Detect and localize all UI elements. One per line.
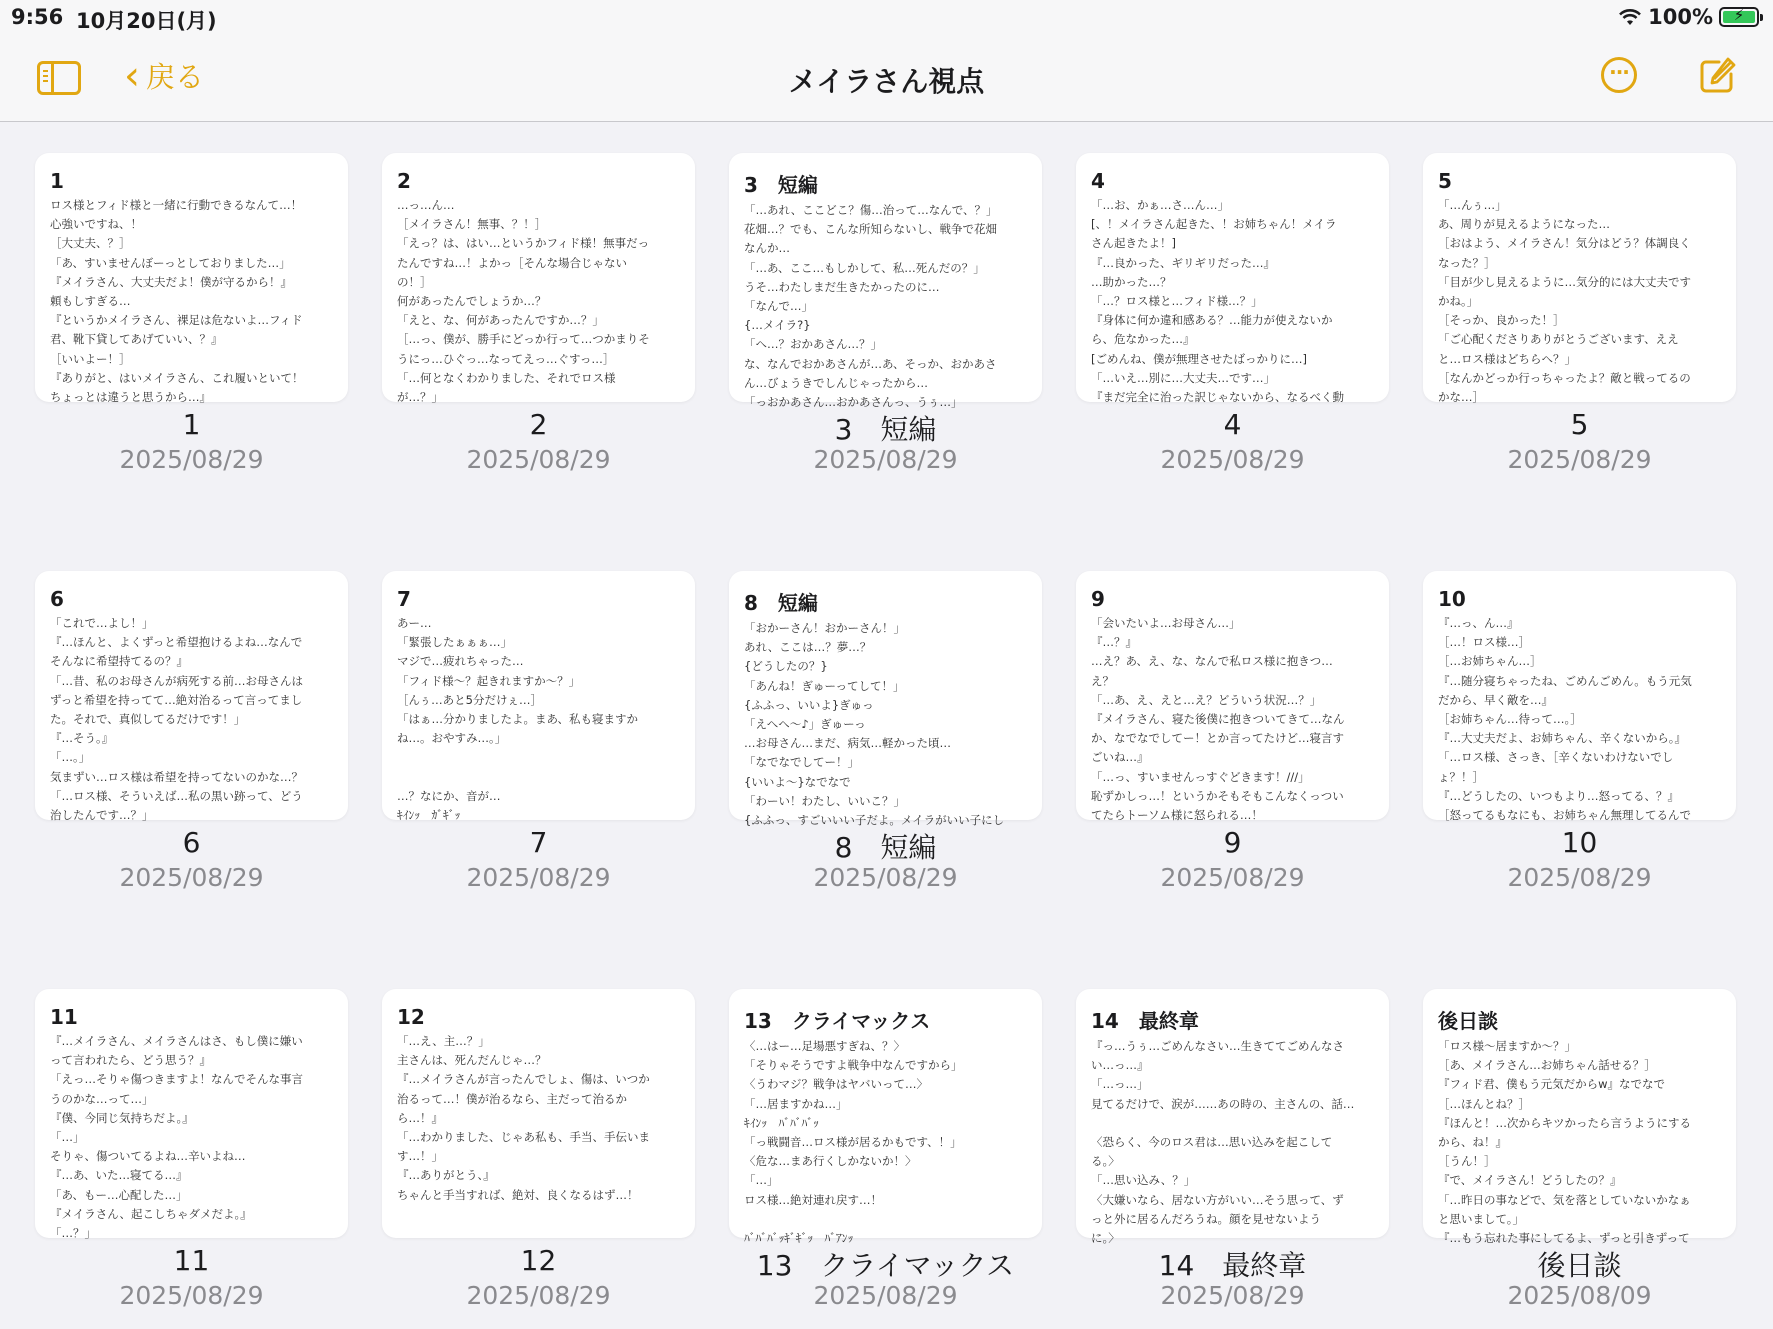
compose-icon[interactable] xyxy=(1697,56,1737,96)
note-date: 2025/08/29 xyxy=(813,863,958,892)
note-preview-line: 「…？ロス様と…フィド様…？」 xyxy=(1091,294,1263,309)
note-preview-body xyxy=(1438,1037,1722,1248)
note-preview-line: 「…んぅ…」 xyxy=(1438,198,1507,212)
note-preview-line: そんなに希望持てるの？』 xyxy=(50,654,188,669)
navigation-bar xyxy=(0,36,1773,122)
note-preview-line: 「えっ…そりゃ傷つきますよ！なんでそんな事言 xyxy=(50,1072,303,1087)
note-preview-line: 『…メイラさんが言ったんでしょ、傷は、いつか xyxy=(397,1072,650,1087)
note-preview-line: 『メイラさん、寝た後僕に抱きついてきて…なん xyxy=(1091,712,1345,727)
note-preview-line: かな…］ xyxy=(1438,390,1484,405)
note-preview-line: …っ…ん… xyxy=(397,198,455,212)
note-preview-line: 「…？」 xyxy=(50,1226,96,1241)
note-preview-card[interactable] xyxy=(1076,571,1389,823)
note-preview-line: ［んぅ…あと5分だけぇ…］ xyxy=(397,692,542,707)
note-date: 2025/08/29 xyxy=(119,1281,264,1310)
note-preview-line: 見てるだけで、涙が……あの時の、主さんの、話… xyxy=(1091,1096,1355,1111)
note-preview-line: 「あ、もー…心配した…」 xyxy=(50,1187,188,1202)
note-preview-line: 『…ほんと、よくずっと希望抱けるよね…なんで xyxy=(50,635,303,650)
note-date: 2025/08/29 xyxy=(466,863,611,892)
status-date: 10月20日(月) xyxy=(76,9,217,33)
note-preview-title: 後日談 xyxy=(1438,1009,1498,1033)
note-preview-line: 「…お、かぁ…さ…ん…」 xyxy=(1091,198,1229,212)
note-preview-line: ［なんかどっか行っちゃったよ？敵と戦ってるの xyxy=(1438,370,1691,385)
note-preview-line: 「…わかりました、じゃあ私も、手当、手伝いま xyxy=(397,1130,650,1145)
note-preview-line: かね。」 xyxy=(1438,294,1479,309)
note-preview-line xyxy=(744,1210,1028,1229)
note-preview-line: 『フィド君、僕もう元気だからw』なでなで xyxy=(1438,1077,1665,1092)
note-preview-line: ［いいよー！］ xyxy=(50,351,131,366)
note-date: 2025/08/29 xyxy=(466,1281,611,1310)
note-preview-line: さん起きたよ！] xyxy=(1091,236,1176,251)
note-preview-line: あれ、ここは…？夢…？ xyxy=(744,640,872,655)
note-preview-line: だから、早く敵を…』 xyxy=(1438,692,1553,707)
note-preview-title: 4 xyxy=(1091,169,1105,193)
note-date: 2025/08/29 xyxy=(813,1281,958,1310)
note-preview-line: 『…そう。』 xyxy=(50,731,114,746)
note-preview-body xyxy=(1438,196,1722,407)
note-preview-line: 「…え、主…？」 xyxy=(397,1034,490,1048)
note-date: 2025/08/29 xyxy=(119,863,264,892)
note-preview-line: 「…あ、ここ…もしかして、私…死んだの？」 xyxy=(744,260,985,275)
note-date: 2025/08/29 xyxy=(466,445,611,474)
note-preview-line: 〈うわマジ？戦争はヤバいって…〉 xyxy=(744,1077,928,1092)
note-preview-line: 「あ、すいませんぼーっとしておりました…」 xyxy=(50,255,291,270)
note-preview-card[interactable] xyxy=(382,153,695,405)
note-preview-line: ［メイラさん！無事、？！］ xyxy=(397,217,547,232)
note-preview-line xyxy=(397,748,681,767)
note-preview-line: 治るって…！僕が治るなら、主だって治るか xyxy=(397,1091,627,1106)
note-preview-card[interactable] xyxy=(382,989,695,1238)
note-preview-line: 「っおかあさん…おかあさんっ、うぅ…」 xyxy=(744,395,963,410)
note-preview-line: ［そっか、良かった！］ xyxy=(1438,313,1565,328)
note-date: 2025/08/29 xyxy=(1160,863,1305,892)
back-label: 戻る xyxy=(146,60,205,94)
note-title: 14 最終章 xyxy=(1158,1249,1307,1282)
note-preview-line: 「…思い込み、？」 xyxy=(1091,1173,1196,1188)
note-preview-line: 花畑…？でも、こんな所知らないし、戦争で花畑 xyxy=(744,222,997,237)
note-preview-line: てたらトーソム様に怒られる…！ xyxy=(1091,808,1263,823)
note-preview-line: うそ…わたしまだ生きたかったのに… xyxy=(744,279,940,294)
note-preview-body xyxy=(744,201,1028,412)
note-preview-title: 6 xyxy=(50,587,64,611)
note-preview-line: {…メイラ?} xyxy=(744,318,811,333)
note-preview-line: 〈危な…まあ行くしかないか！〉 xyxy=(744,1154,917,1169)
note-preview-title: 11 xyxy=(50,1005,78,1029)
note-preview-line: 「…」 xyxy=(50,1130,85,1145)
note-preview-body xyxy=(50,614,334,825)
note-preview-title: 9 xyxy=(1091,587,1105,611)
note-title: 7 xyxy=(529,826,548,859)
note-preview-line: {ふふっ、いいよ}ぎゅっ xyxy=(744,697,874,712)
note-preview-line: 『メイラさん、起こしちゃダメだよ。』 xyxy=(50,1206,252,1221)
note-preview-line: ［おはよう、メイラさん！気分はどう？体調良く xyxy=(1438,236,1691,251)
note-preview-card[interactable] xyxy=(35,989,348,1241)
note-preview-line: ちゃんと手当すれば、絶対、良くなるはず…！ xyxy=(397,1187,639,1202)
note-title: 10 xyxy=(1561,826,1598,859)
note-preview-line: 「…あ、え、えと…え？どういう状況…？」 xyxy=(1091,692,1322,707)
note-title: 4 xyxy=(1223,408,1242,441)
ellipsis-circle-icon[interactable]: ··· xyxy=(1601,57,1637,93)
note-preview-line: ［うん！］ xyxy=(1438,1154,1496,1169)
note-preview-line: 気まずい…ロス様は希望を持ってないのかな…？ xyxy=(50,769,303,784)
battery-icon: ⚡ xyxy=(1719,7,1759,27)
note-preview-card[interactable] xyxy=(1423,989,1736,1246)
note-preview-line: 「これで…よし！」 xyxy=(50,616,154,630)
note-preview-line: 『というかメイラさん、裸足は危ないよ…フィド xyxy=(50,313,303,328)
note-preview-line: 「えっ？は、はい…というかフィド様！無事だっ xyxy=(397,236,650,251)
note-title: 5 xyxy=(1570,408,1589,441)
note-preview-line: ちょっとは違うと思うから…』 xyxy=(50,390,211,405)
note-preview-card[interactable] xyxy=(35,153,348,405)
note-preview-line: 『…もう忘れた事にしてるよ、ずっと引きずって xyxy=(1438,1231,1690,1246)
note-preview-line: 「はぁ…分かりましたよ。まあ、私も寝ますか xyxy=(397,712,639,727)
note-preview-line: 「そりゃそうですよ戦争中なんですから」 xyxy=(744,1058,963,1073)
note-preview-line: ［お姉ちゃん…待って…。］ xyxy=(1438,712,1582,727)
note-preview-line xyxy=(1091,1114,1375,1133)
note-preview-title: 14 最終章 xyxy=(1091,1009,1199,1033)
note-title: 12 xyxy=(520,1244,557,1277)
note-preview-title: 5 xyxy=(1438,169,1452,193)
battery-percent: 100% xyxy=(1648,5,1713,29)
status-time: 9:56 xyxy=(11,5,64,29)
note-preview-title: 3 短編 xyxy=(744,173,818,197)
note-preview-line: 心強いですね、！ xyxy=(50,217,142,232)
note-preview-line: 『…良かった、ギリギリだった…』 xyxy=(1091,255,1275,270)
note-preview-line: に。〉 xyxy=(1091,1231,1120,1246)
note-preview-title: 2 xyxy=(397,169,411,193)
note-preview-line: 「あんね！ぎゅーってして！」 xyxy=(744,678,905,693)
note-preview-line: マジで…疲れちゃった… xyxy=(397,654,524,669)
note-preview-line: 「…何となくわかりました、それでロス様 xyxy=(397,370,616,385)
page-title: メイラさん視点 xyxy=(788,65,985,98)
note-date: 2025/08/29 xyxy=(1160,1281,1305,1310)
note-preview-body xyxy=(1091,1037,1375,1248)
note-preview-line: 「おかーさん！おかーさん！」 xyxy=(744,621,905,635)
note-preview-body xyxy=(50,1032,334,1243)
note-preview-line: 〈…はー…足場悪すぎね、？〉 xyxy=(744,1039,905,1053)
note-preview-line: 「…っ…」 xyxy=(1091,1077,1149,1092)
note-date: 2025/08/29 xyxy=(1507,445,1652,474)
note-preview-card[interactable] xyxy=(382,571,695,823)
note-preview-line: 〈大嫌いなら、居ない方がいい…そう思って、ず xyxy=(1091,1192,1344,1207)
note-preview-line: たんですね…！よかっ［そんな場合じゃない xyxy=(397,255,627,270)
note-preview-body xyxy=(744,1037,1028,1248)
note-preview-line: 「…」 xyxy=(744,1173,779,1188)
note-preview-line: い…っ…』 xyxy=(1091,1058,1149,1073)
note-preview-line: 「…ロス様、さっき、［辛くないわけないでし xyxy=(1438,750,1674,765)
note-preview-line: す…！」 xyxy=(397,1149,443,1164)
note-preview-title: 12 xyxy=(397,1005,425,1029)
note-preview-line: 『っ…うぅ…ごめんなさい…生きててごめんなさ xyxy=(1091,1039,1344,1053)
note-preview-line: 「…昔、私のお母さんが病死する前…お母さんは xyxy=(50,673,303,688)
note-preview-line: 「…っ、すいませんっすぐどきます！///」 xyxy=(1091,769,1310,784)
note-preview-body xyxy=(744,619,1028,830)
note-preview-title: 8 短編 xyxy=(744,591,818,615)
note-preview-line: 「緊張したぁぁぁ…」 xyxy=(397,635,512,650)
note-preview-line: 『僕、今同じ気持ちだよ。』 xyxy=(50,1110,194,1125)
note-preview-line: と思いまして。」 xyxy=(1438,1211,1525,1226)
note-preview-body xyxy=(397,196,681,407)
note-preview-card[interactable] xyxy=(1076,989,1389,1246)
note-preview-card[interactable] xyxy=(729,571,1042,828)
note-preview-line: 治したんです…？」 xyxy=(50,808,154,823)
note-preview-line: 「っ戦闘音…ロス様が居るかもです、！」 xyxy=(744,1135,962,1150)
note-preview-line: 「…昨日の事などで、気を落としていないかなぁ xyxy=(1438,1192,1691,1207)
note-preview-body xyxy=(1091,614,1375,825)
note-preview-line: …え？あ、え、な、なんで私ロス様に抱きつ… xyxy=(1091,654,1333,669)
note-preview-line: ロス様…絶対連れ戻す…！ xyxy=(744,1192,882,1207)
note-preview-line: 「なでなでしてー！」 xyxy=(744,755,859,770)
note-preview-line: ら、危なかった…』 xyxy=(1091,332,1195,347)
note-preview-line xyxy=(397,768,681,787)
note-preview-card[interactable] xyxy=(1423,571,1736,823)
note-preview-line: 『…随分寝ちゃったね、ごめんごめん。もう元気 xyxy=(1438,673,1692,688)
note-preview-line: る。〉 xyxy=(1091,1154,1120,1169)
note-title: 8 短編 xyxy=(834,831,937,864)
note-preview-line: え？ xyxy=(1091,673,1114,688)
note-preview-line: 「フィド様〜？起きれますか〜？」 xyxy=(397,673,581,688)
note-date: 2025/08/29 xyxy=(813,445,958,474)
note-preview-line: 「なんで…」 xyxy=(744,299,813,314)
status-right xyxy=(1618,5,1759,29)
note-preview-line: 〈恐らく、今のロス君は…思い込みを起こして xyxy=(1091,1135,1333,1150)
note-preview-line: ［大丈夫、？］ xyxy=(50,236,131,251)
notes-gallery xyxy=(0,122,1773,1329)
note-preview-line: [、！メイラさん起きた、！お姉ちゃん！メイラ xyxy=(1091,217,1337,232)
note-preview-line: 恥ずかしっ…！というかそもそもこんなくっつい xyxy=(1091,788,1344,803)
note-preview-line: と…ロス様はどちらへ？」 xyxy=(1438,351,1576,366)
note-preview-body xyxy=(1091,196,1375,407)
note-preview-line: 『…？』 xyxy=(1091,635,1137,650)
note-preview-title: 1 xyxy=(50,169,64,193)
note-preview-line: ［…ほんとね？］ xyxy=(1438,1096,1530,1111)
note-preview-line: ﾊﾞﾊﾞﾊﾞｯｷﾞｷﾞｯ ﾊﾞｱﾝｯ xyxy=(744,1231,854,1246)
note-title: 2 xyxy=(529,408,548,441)
note-preview-line: ［…っ、僕が、勝手にどっか行って…つかまりそ xyxy=(397,332,650,347)
note-preview-line: ［怒ってるもなにも、お姉ちゃん無理してるんで xyxy=(1438,808,1691,823)
note-preview-title: 7 xyxy=(397,587,411,611)
note-preview-line: {いいよ〜}なでなで xyxy=(744,774,851,789)
note-preview-line: ずっと希望を持ってて…絶対治るって言ってまし xyxy=(50,692,303,707)
note-preview-line: って言われたら、どう思う？』 xyxy=(50,1053,211,1068)
note-preview-line: 「目が少し見えるように…気分的には大丈夫です xyxy=(1438,274,1691,289)
note-preview-line: 『で、メイラさん！どうしたの？』 xyxy=(1438,1173,1622,1188)
note-preview-line: 『メイラさん、大丈夫だよ！僕が守るから！』 xyxy=(50,274,292,289)
note-preview-line: うのかな…って…」 xyxy=(50,1091,154,1106)
note-preview-line: 「…あれ、ここどこ？傷…治って…なんで、？」 xyxy=(744,203,998,217)
note-preview-line: 「えと、な、何があったんですか…？」 xyxy=(397,313,604,328)
note-date: 2025/08/29 xyxy=(119,445,264,474)
note-preview-line: ｷｲﾝｯ ﾊﾞﾊﾞﾊﾞｯ xyxy=(744,1115,819,1130)
note-preview-card[interactable] xyxy=(1076,153,1389,405)
note-preview-body xyxy=(1438,614,1722,825)
wifi-icon xyxy=(1618,8,1642,26)
chevron-left-icon: ‹ xyxy=(124,52,140,99)
note-preview-line: 『…ありがとう、』 xyxy=(397,1168,495,1183)
note-preview-line: 『ほんと！…次からキツかったら言うようにする xyxy=(1438,1115,1691,1130)
note-title: 1 xyxy=(182,408,201,441)
note-preview-line: 「…。」 xyxy=(50,750,91,765)
note-preview-line: ロス様とフィド様と一緒に行動できるなんて…！ xyxy=(50,198,303,212)
status-bar xyxy=(0,0,1773,36)
note-date: 2025/08/29 xyxy=(1507,863,1652,892)
note-preview-line: あー… xyxy=(397,616,432,630)
note-preview-line: 『…どうしたの、いつもより…怒ってる、？』 xyxy=(1438,788,1680,803)
note-title: 6 xyxy=(182,826,201,859)
note-preview-card[interactable] xyxy=(729,989,1042,1246)
note-preview-line: 君、靴下貸してあげていい、？』 xyxy=(50,332,223,347)
note-preview-line: 「…いえ…別に…大丈夫…です…」 xyxy=(1091,370,1275,385)
note-preview-line: …助かった…？ xyxy=(1091,274,1172,289)
note-preview-line: の！］ xyxy=(397,274,432,289)
note-preview-card[interactable] xyxy=(1423,153,1736,405)
note-preview-line: 「…ロス様、そういえば…私の黒い跡って、どう xyxy=(50,788,303,803)
note-preview-line: 「会いたいよ…お母さん…」 xyxy=(1091,616,1241,630)
note-title: 13 クライマックス xyxy=(756,1249,1015,1282)
note-preview-line: …？なにか、音が… xyxy=(397,788,501,803)
note-preview-card[interactable] xyxy=(729,153,1042,410)
note-preview-line: た。それで、真似してるだけです！」 xyxy=(50,712,246,727)
note-preview-line: 「わーい！わたし、いいこ？」 xyxy=(744,793,905,808)
note-preview-line: 『ありがと、はいメイラさん、これ履いといて！ xyxy=(50,370,304,385)
note-preview-line: なった？］ xyxy=(1438,255,1496,270)
note-preview-line: うにっ…ひぐっ…なってえっ…ぐすっ…］ xyxy=(397,351,615,366)
note-preview-line: っと外に居るんだろうね。顔を見せないよう xyxy=(1091,1211,1321,1226)
note-preview-line: 『まだ完全に治った訳じゃないから、なるべく動 xyxy=(1091,390,1344,405)
note-preview-line: 「…居ますかね…」 xyxy=(744,1096,848,1111)
note-preview-line: 「えへへ〜♪」ぎゅーっ xyxy=(744,717,866,732)
note-preview-line: か、なでなでしてー！とか言ってたけど…寝言す xyxy=(1091,731,1344,746)
note-preview-line: 「ご心配くださりありがとうございます、ええ xyxy=(1438,332,1679,347)
note-preview-line: 「ロス様〜居ますか〜？」 xyxy=(1438,1039,1576,1053)
note-preview-line: 『…メイラさん、メイラさんはさ、もし僕に嫌い xyxy=(50,1034,303,1048)
note-preview-line: ［あ、メイラさん…お姉ちゃん話せる？］ xyxy=(1438,1058,1656,1073)
note-title: 11 xyxy=(173,1244,210,1277)
note-preview-line: ［…！ロス様…］ xyxy=(1438,635,1530,650)
note-title: 後日談 xyxy=(1537,1249,1622,1282)
note-preview-line: ［…お姉ちゃん…］ xyxy=(1438,654,1542,669)
note-preview-line: ｷｲﾝｯ ｶﾞｷﾞｯ xyxy=(397,808,461,823)
note-preview-card[interactable] xyxy=(35,571,348,823)
note-preview-title: 10 xyxy=(1438,587,1466,611)
note-preview-line: そりゃ、傷ついてるよね…辛いよね… xyxy=(50,1149,246,1164)
note-preview-body xyxy=(50,196,334,407)
note-preview-line: 『…大丈夫だよ、お姉ちゃん、辛くないから。』 xyxy=(1438,731,1686,746)
note-preview-line: 何があったんでしょうか…？ xyxy=(397,294,547,309)
note-preview-title: 13 クライマックス xyxy=(744,1009,931,1033)
note-preview-line: ん…びょうきでしんじゃったから… xyxy=(744,375,928,390)
note-preview-line: [ごめんね、僕が無理させたばっかりに…] xyxy=(1091,351,1307,366)
note-preview-line: 「へ…？おかあさん…？」 xyxy=(744,337,882,352)
note-preview-line: ね…。おやすみ…。」 xyxy=(397,731,507,746)
note-preview-line: 頼もしすぎる… xyxy=(50,294,131,309)
note-preview-line: あ、周りが見えるようになった… xyxy=(1438,217,1611,232)
note-preview-line: 主さんは、死んだんじゃ…？ xyxy=(397,1053,547,1068)
note-preview-line: なんか… xyxy=(744,241,790,256)
note-preview-line: な、なんでおかあさんが…あ、そっか、おかあさ xyxy=(744,356,997,371)
note-preview-line: 『身体に何か違和感ある？…能力が使えないか xyxy=(1091,313,1333,328)
note-preview-line: ょ？！］ xyxy=(1438,769,1484,784)
note-preview-line: …お母さん…まだ、病気…軽かった頃… xyxy=(744,736,951,751)
note-preview-body xyxy=(397,614,681,825)
note-date: 2025/08/29 xyxy=(1160,445,1305,474)
note-preview-line: ごいね…』 xyxy=(1091,750,1149,765)
note-title: 3 短編 xyxy=(834,413,937,446)
note-preview-line: {どうしたの？} xyxy=(744,659,828,674)
note-preview-line: 『…あ、いた…寝てる…』 xyxy=(50,1168,188,1183)
note-preview-line: ら…！』 xyxy=(397,1110,443,1125)
note-title: 9 xyxy=(1223,826,1242,859)
note-preview-line: から、ね！』 xyxy=(1438,1135,1507,1150)
note-preview-line: {ふふっ、すごいいい子だよ。メイラがいい子にし xyxy=(744,813,1005,828)
note-preview-line: 『…っ、ん…』 xyxy=(1438,616,1519,630)
note-preview-line: が…？」 xyxy=(397,390,443,405)
note-preview-body xyxy=(397,1032,681,1205)
note-date: 2025/08/09 xyxy=(1507,1281,1652,1310)
